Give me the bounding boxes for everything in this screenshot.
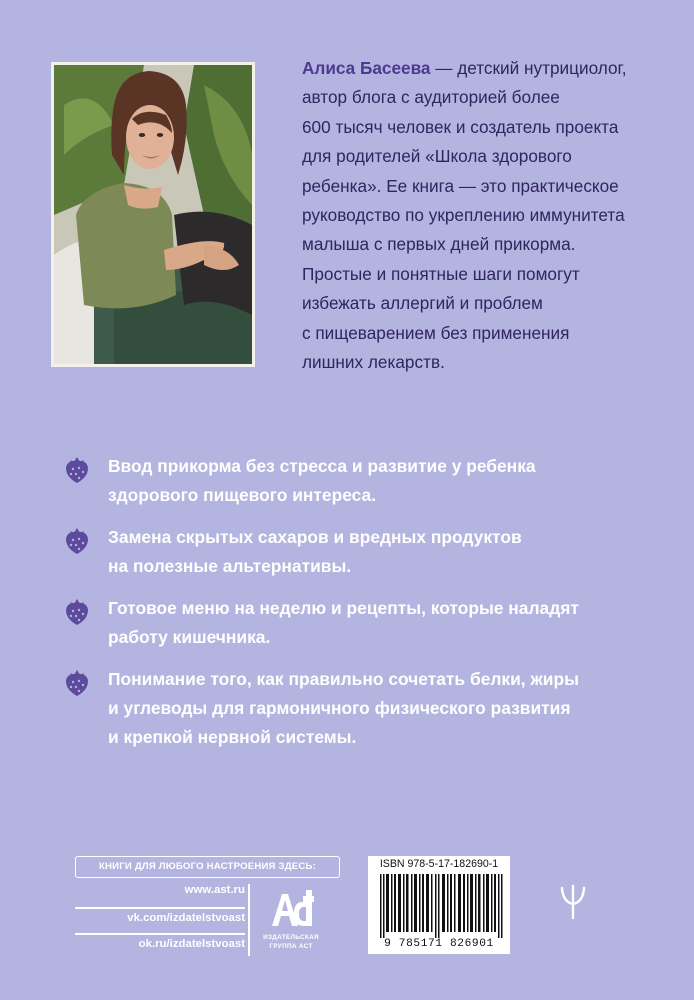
bio-line: 600 тысяч человек и создатель проекта (302, 116, 619, 137)
footer-title: КНИГИ ДЛЯ ЛЮБОГО НАСТРОЕНИЯ ЗДЕСЬ: (75, 856, 340, 878)
feature-line: Ввод прикорма без стресса и развитие у ребенка (108, 456, 536, 476)
divider (75, 907, 245, 909)
bio-line (302, 54, 652, 83)
bio-line: лишних лекарств. (302, 352, 445, 373)
strawberry-icon (62, 596, 92, 626)
publisher-logo (258, 888, 324, 958)
publisher-logo-line2: ГРУППА АСТ (269, 943, 313, 950)
feature-text (108, 523, 522, 581)
feature-line: Замена скрытых сахаров и вредных продуктов (108, 527, 522, 547)
author-bio (302, 54, 652, 377)
author-name: Алиса Басеева (302, 58, 431, 78)
author-photo (51, 62, 255, 367)
feature-line: и крепкой нервной системы. (108, 727, 357, 747)
feature-line: работу кишечника. (108, 627, 271, 647)
vertical-divider (248, 884, 250, 956)
strawberry-icon (62, 454, 92, 484)
feature-line: и углеводы для гармоничного физического развития (108, 698, 571, 718)
bio-line: руководство по укреплению иммунитета (302, 205, 625, 226)
strawberry-icon (62, 525, 92, 555)
bio-line: избежать аллергий и проблем (302, 293, 543, 314)
bio-first-line-rest: — детский нутрициолог, (430, 58, 627, 78)
feature-line: здорового пищевого интереса. (108, 485, 377, 505)
website-link[interactable]: www.ast.ru (184, 884, 245, 896)
bio-line: с пищеварением без применения (302, 322, 570, 343)
vk-link[interactable]: vk.com/izdatelstvoast (127, 912, 245, 924)
psi-icon (560, 884, 586, 920)
isbn-text: ISBN 978-5-17-182690-1 (379, 858, 499, 870)
feature-text (108, 452, 536, 510)
feature-line: Готовое меню на неделю и рецепты, которые наладят (108, 598, 579, 618)
feature-text (108, 665, 579, 752)
bio-line: автор блога с аудиторией более (302, 87, 560, 108)
bio-line: для родителей «Школа здорового (302, 146, 572, 167)
strawberry-icon (62, 667, 92, 697)
barcode-bars (378, 874, 506, 938)
publisher-logo-line1: ИЗДАТЕЛЬСКАЯ (263, 934, 319, 941)
bio-line: Простые и понятные шаги помогут (302, 263, 580, 284)
feature-text (108, 594, 579, 652)
ast-logo-icon (268, 888, 314, 928)
divider (75, 933, 245, 935)
ok-link[interactable]: ok.ru/izdatelstvoast (138, 938, 245, 950)
bio-line: ребенка». Ее книга — это практическое (302, 175, 619, 196)
barcode-digits: 9 785171 826901 (384, 938, 494, 950)
isbn-barcode (368, 856, 510, 954)
bio-line: малыша с первых дней прикорма. (302, 234, 576, 255)
author-photo-illustration (54, 65, 252, 364)
feature-line: Понимание того, как правильно сочетать белки, жиры (108, 669, 579, 689)
feature-line: на полезные альтернативы. (108, 556, 352, 576)
